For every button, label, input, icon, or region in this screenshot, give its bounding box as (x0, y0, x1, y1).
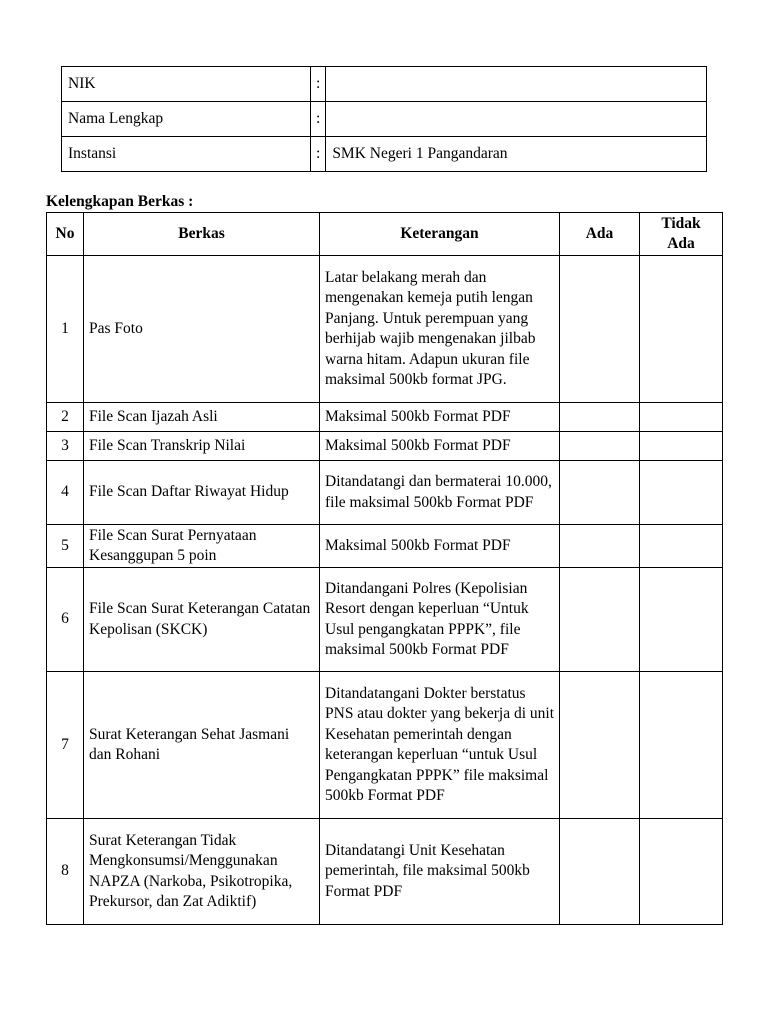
header-ada: Ada (560, 213, 640, 256)
row-number: 6 (47, 568, 84, 672)
row-keterangan: Latar belakang merah dan mengenakan kemeja putih lengan Panjang. Untuk perempuan yang berhijab wajib mengenakan jilbab warna hitam. Adapun ukuran file maksimal 500kb format JPG. (320, 256, 560, 403)
identity-label: NIK (62, 67, 311, 102)
tidak-ada-checkbox-cell[interactable] (640, 525, 723, 568)
identity-row-nama (62, 102, 707, 137)
header-berkas: Berkas (84, 213, 320, 256)
row-berkas: File Scan Ijazah Asli (84, 403, 320, 432)
identity-row-nik (62, 67, 707, 102)
tidak-ada-checkbox-cell[interactable] (640, 568, 723, 672)
table-row (47, 256, 723, 403)
table-row (47, 432, 723, 461)
identity-colon: : (311, 102, 326, 137)
header-tidak-ada-line1: Tidak (661, 215, 701, 232)
ada-checkbox-cell[interactable] (560, 672, 640, 819)
row-number: 7 (47, 672, 84, 819)
header-keterangan: Keterangan (320, 213, 560, 256)
documents-table (46, 212, 723, 925)
ada-checkbox-cell[interactable] (560, 403, 640, 432)
identity-label: Nama Lengkap (62, 102, 311, 137)
tidak-ada-checkbox-cell[interactable] (640, 403, 723, 432)
identity-row-instansi (62, 137, 707, 172)
section-heading: Kelengkapan Berkas : (46, 193, 194, 210)
table-row (47, 461, 723, 525)
tidak-ada-checkbox-cell[interactable] (640, 432, 723, 461)
row-berkas: Pas Foto (84, 256, 320, 403)
row-berkas: File Scan Surat Keterangan Catatan Kepolisan (SKCK) (84, 568, 320, 672)
row-number: 2 (47, 403, 84, 432)
ada-checkbox-cell[interactable] (560, 568, 640, 672)
row-number: 4 (47, 461, 84, 525)
instansi-field[interactable]: SMK Negeri 1 Pangandaran (326, 137, 707, 172)
row-keterangan: Ditandatangi dan bermaterai 10.000, file maksimal 500kb Format PDF (320, 461, 560, 525)
row-keterangan: Maksimal 500kb Format PDF (320, 403, 560, 432)
row-berkas: File Scan Daftar Riwayat Hidup (84, 461, 320, 525)
tidak-ada-checkbox-cell[interactable] (640, 672, 723, 819)
ada-checkbox-cell[interactable] (560, 256, 640, 403)
identity-label: Instansi (62, 137, 311, 172)
row-number: 3 (47, 432, 84, 461)
ada-checkbox-cell[interactable] (560, 461, 640, 525)
row-number: 8 (47, 819, 84, 925)
row-number: 5 (47, 525, 84, 568)
row-keterangan: Ditandatangi Unit Kesehatan pemerintah, file maksimal 500kb Format PDF (320, 819, 560, 925)
row-keterangan: Ditandatangani Dokter berstatus PNS atau dokter yang bekerja di unit Kesehatan pemerintah dengan keterangan keperluan “untuk Usul Pengangkatan PPPK” file maksimal 500kb Format PDF (320, 672, 560, 819)
row-keterangan: Ditandangani Polres (Kepolisian Resort dengan keperluan “Untuk Usul pengangkatan PPPK”, file maksimal 500kb Format PDF (320, 568, 560, 672)
row-keterangan: Maksimal 500kb Format PDF (320, 432, 560, 461)
row-number: 1 (47, 256, 84, 403)
ada-checkbox-cell[interactable] (560, 819, 640, 925)
row-keterangan: Maksimal 500kb Format PDF (320, 525, 560, 568)
row-berkas: Surat Keterangan Tidak Mengkonsumsi/Menggunakan NAPZA (Narkoba, Psikotropika, Prekursor, dan Zat Adiktif) (84, 819, 320, 925)
table-row (47, 568, 723, 672)
tidak-ada-checkbox-cell[interactable] (640, 461, 723, 525)
identity-colon: : (311, 137, 326, 172)
identity-colon: : (311, 67, 326, 102)
ada-checkbox-cell[interactable] (560, 525, 640, 568)
identity-table (61, 66, 707, 172)
tidak-ada-checkbox-cell[interactable] (640, 256, 723, 403)
nik-field[interactable] (326, 67, 707, 102)
header-no: No (47, 213, 84, 256)
header-tidak-ada (640, 213, 723, 256)
table-row (47, 525, 723, 568)
row-berkas: File Scan Transkrip Nilai (84, 432, 320, 461)
table-row (47, 819, 723, 925)
row-berkas: File Scan Surat Pernyataan Kesanggupan 5 poin (84, 525, 320, 568)
table-row (47, 672, 723, 819)
table-row (47, 403, 723, 432)
ada-checkbox-cell[interactable] (560, 432, 640, 461)
row-berkas: Surat Keterangan Sehat Jasmani dan Rohani (84, 672, 320, 819)
table-header-row (47, 213, 723, 256)
tidak-ada-checkbox-cell[interactable] (640, 819, 723, 925)
nama-lengkap-field[interactable] (326, 102, 707, 137)
header-tidak-ada-line2: Ada (667, 235, 695, 252)
